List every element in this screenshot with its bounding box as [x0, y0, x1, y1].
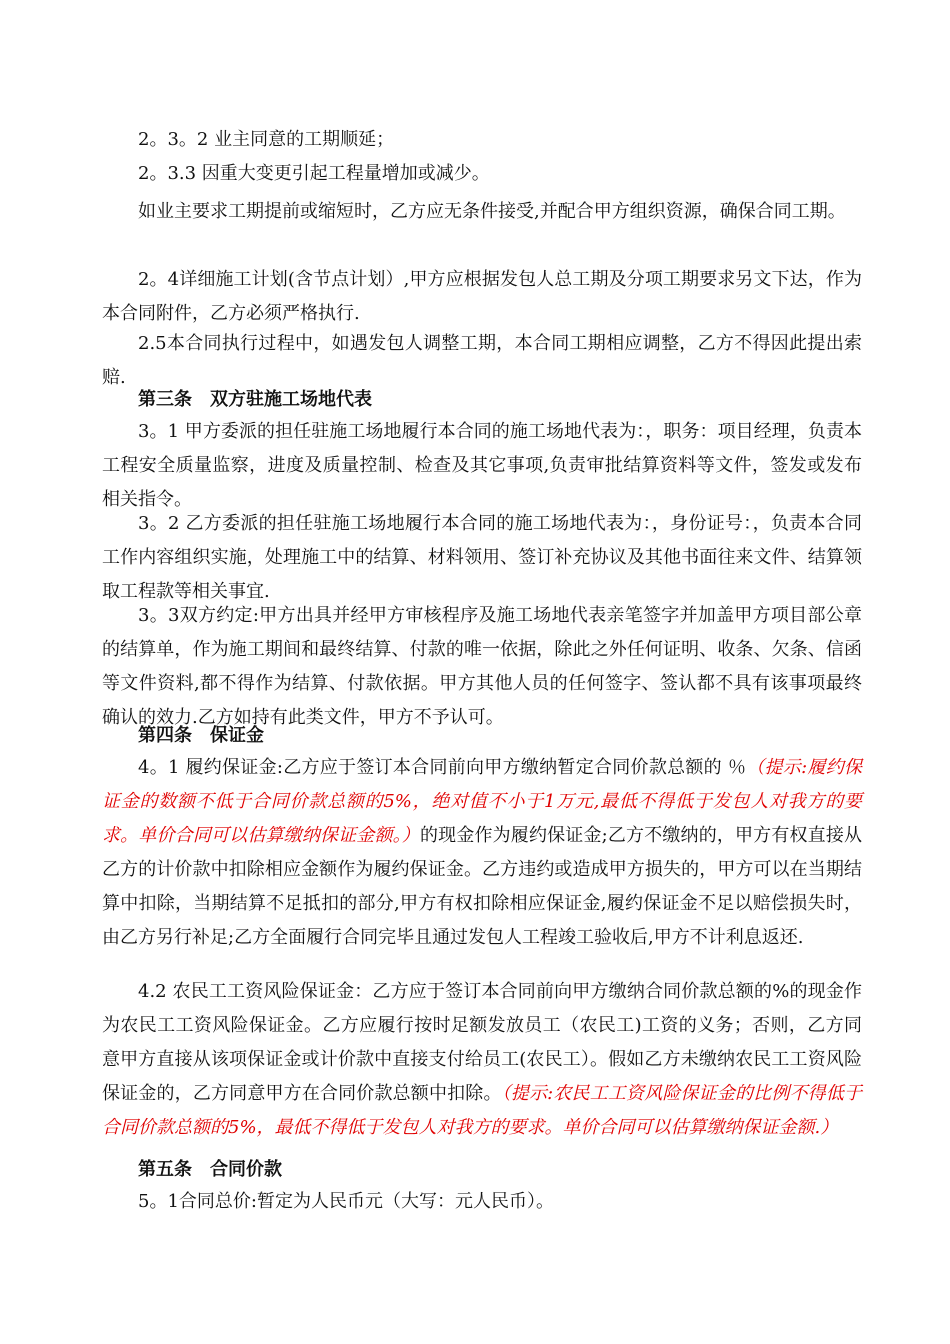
clause-4-1-text-a: 4。1 履约保证金:乙方应于签订本合同前向甲方缴纳暂定合同价款总额的 ％ [138, 757, 747, 778]
clause-3-1: 3。1 甲方委派的担任驻施工场地履行本合同的施工场地代表为：，职务：项目经理，负责本工程安全质量监察，进度及质量控制、检查及其它事项,负责审批结算资料等文件，签发或发布相关指令。 [102, 421, 862, 510]
clause-4-1-text-b: 的现金作为履约保证金;乙方不缴纳的，甲方有权直接从乙方的计价款中扣除相应金额作为履约保证金。乙方违约或造成甲方损失的，甲方可以在当期结算中扣除，当期结算不足抵扣的部分,甲方有权扣除相应保证金,履约保证金不足以赔偿损失时，由乙方另行补足;乙方全面履行合同完毕且通过发包人工程竣工验收后,甲方不计利息返还. [102, 825, 863, 948]
clause-2-3-3: 2。3.3 因重大变更引起工程量增加或减少。 [138, 163, 490, 184]
article-5-heading: 第五条 合同价款 [138, 1159, 282, 1180]
clause-4-2-hint: （提示:农民工工资风险保证金的比例不得低于合同价款总额的5%，最低不得低于发包人对我方的要求。单价合同可以估算缴纳保证金额.） [102, 1083, 863, 1138]
clause-4-2-text: 4.2 农民工工资风险保证金：乙方应于签订本合同前向甲方缴纳合同价款总额的%的现金作为农民工工资风险保证金。乙方应履行按时足额发放员工（农民工)工资的义务；否则，乙方同意甲方直接从该项保证金或计价款中直接支付给员工(农民工）。假如乙方未缴纳农民工工资风险保证金的，乙方同意甲方在合同价款总额中扣除。 [102, 981, 862, 1104]
clause-2-5: 2.5本合同执行过程中，如遇发包人调整工期，本合同工期相应调整，乙方不得因此提出索赔. [102, 333, 862, 388]
article-4-heading: 第四条 保证金 [138, 725, 264, 746]
clause-4-2 [102, 975, 862, 1145]
clause-4-1-hint: （提示:履约保证金的数额不低于合同价款总额的5%，绝对值不小于1万元,最低不得低于发包人对我方的要求。单价合同可以估算缴纳保证金额。） [102, 757, 862, 846]
article-3-heading: 第三条 双方驻施工场地代表 [138, 389, 372, 410]
clause-5-1: 5。1合同总价:暂定为人民币元（大写：元人民币）。 [138, 1191, 554, 1212]
clause-3-2: 3。2 乙方委派的担任驻施工场地履行本合同的施工场地代表为：，身份证号：，负责本合同工作内容组织实施，处理施工中的结算、材料领用、签订补充协议及其他书面往来文件、结算领取工程款等相关事宜. [102, 513, 862, 602]
clause-schedule-advance: 如业主要求工期提前或缩短时，乙方应无条件接受,并配合甲方组织资源，确保合同工期。 [138, 201, 846, 222]
clause-2-4: 2。4详细施工计划(含节点计划）,甲方应根据发包人总工期及分项工期要求另文下达，作为本合同附件，乙方必须严格执行. [102, 269, 862, 324]
clause-2-3-2: 2。3。2 业主同意的工期顺延； [138, 129, 395, 150]
clause-4-1 [102, 751, 862, 955]
clause-3-3: 3。3双方约定:甲方出具并经甲方审核程序及施工场地代表亲笔签字并加盖甲方项目部公章的结算单，作为施工期间和最终结算、付款的唯一依据，除此之外任何证明、收条、欠条、信函等文件资料,都不得作为结算、付款依据。甲方其他人员的任何签字、签认都不具有该事项最终确认的效力.乙方如持有此类文件，甲方不予认可。 [102, 605, 862, 728]
